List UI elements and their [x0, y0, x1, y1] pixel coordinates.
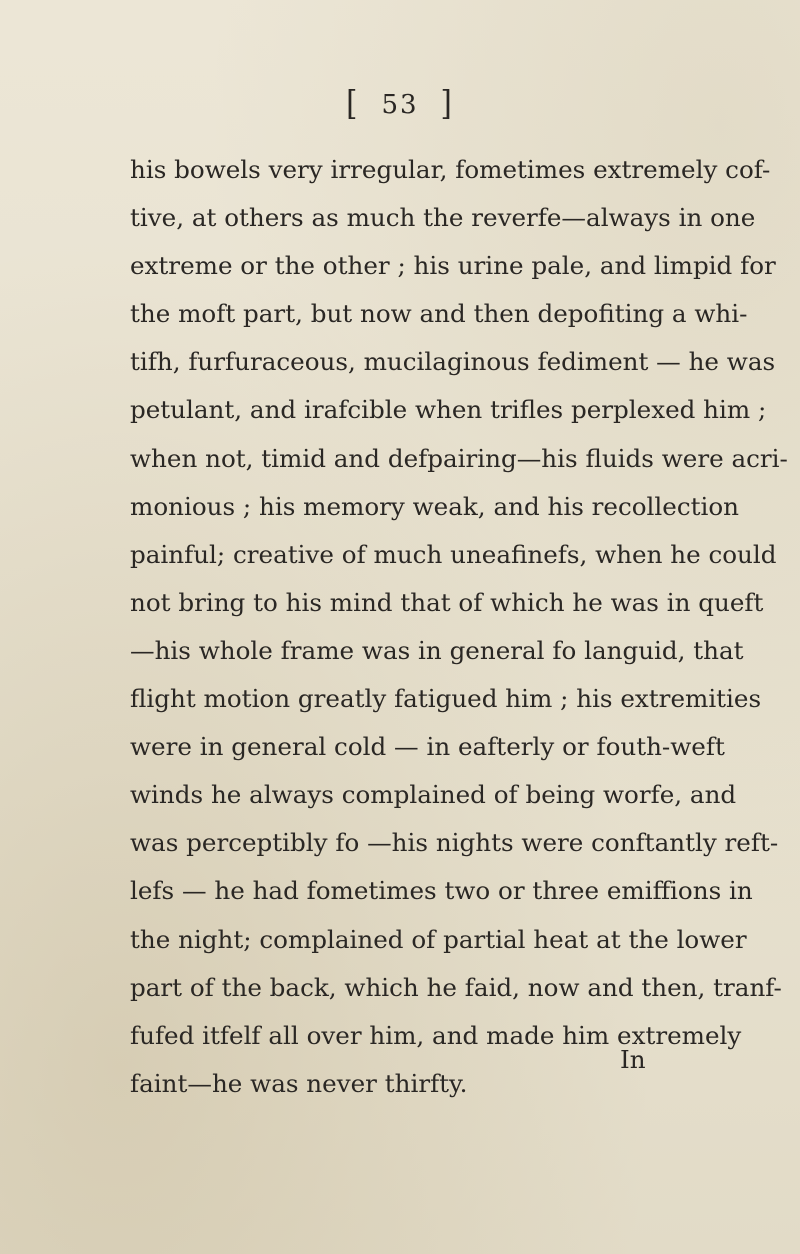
text-line: his bowels very irregular, fometimes extremely cof-	[130, 155, 771, 184]
text-line: fufed itfelf all over him, and made him extremely	[130, 1020, 742, 1050]
text-line: —his whole frame was in general fo languid, that	[130, 635, 744, 665]
text-line: part of the back, which he faid, now and then, tranf-	[130, 972, 782, 1002]
page-header	[0, 83, 800, 123]
text-line: the night; complained of partial heat at the lower	[130, 924, 747, 954]
body-text	[130, 150, 788, 1112]
text-line: were in general cold — in eafterly or fouth-weft	[130, 732, 725, 762]
page-number: 53	[381, 90, 419, 120]
text-line: tive, at others as much the reverfe—always in one	[130, 203, 756, 233]
text-line: painful; creative of much uneafinefs, when he could	[130, 539, 777, 569]
text-line: extreme or the other ; his urine pale, and limpid for	[130, 251, 776, 281]
text-line: petulant, and irafcible when trifles perplexed him ;	[130, 395, 767, 425]
text-line: winds he always complained of being worfe, and	[130, 780, 737, 810]
text-line: lefs — he had fometimes two or three emiffions in	[130, 876, 753, 906]
header-left-bracket: [	[346, 83, 360, 123]
header-right-bracket: ]	[440, 83, 454, 123]
text-line: when not, timid and defpairing—his fluids were acri-	[130, 443, 788, 473]
text-line: flight motion greatly fatigued him ; his extremities	[130, 684, 762, 714]
text-line: tifh, furfuraceous, mucilaginous fediment — he was	[130, 347, 776, 377]
text-line: was perceptibly fo —his nights were conftantly reft-	[130, 828, 779, 858]
text-line: not bring to his mind that of which he was in queft	[130, 587, 764, 617]
text-line: monious ; his memory weak, and his recollection	[130, 491, 739, 521]
text-line: faint—he was never thirfty.	[130, 1068, 468, 1098]
catchword: In	[620, 1045, 646, 1074]
text-line: the moft part, but now and then depofiting a whi-	[130, 299, 748, 329]
